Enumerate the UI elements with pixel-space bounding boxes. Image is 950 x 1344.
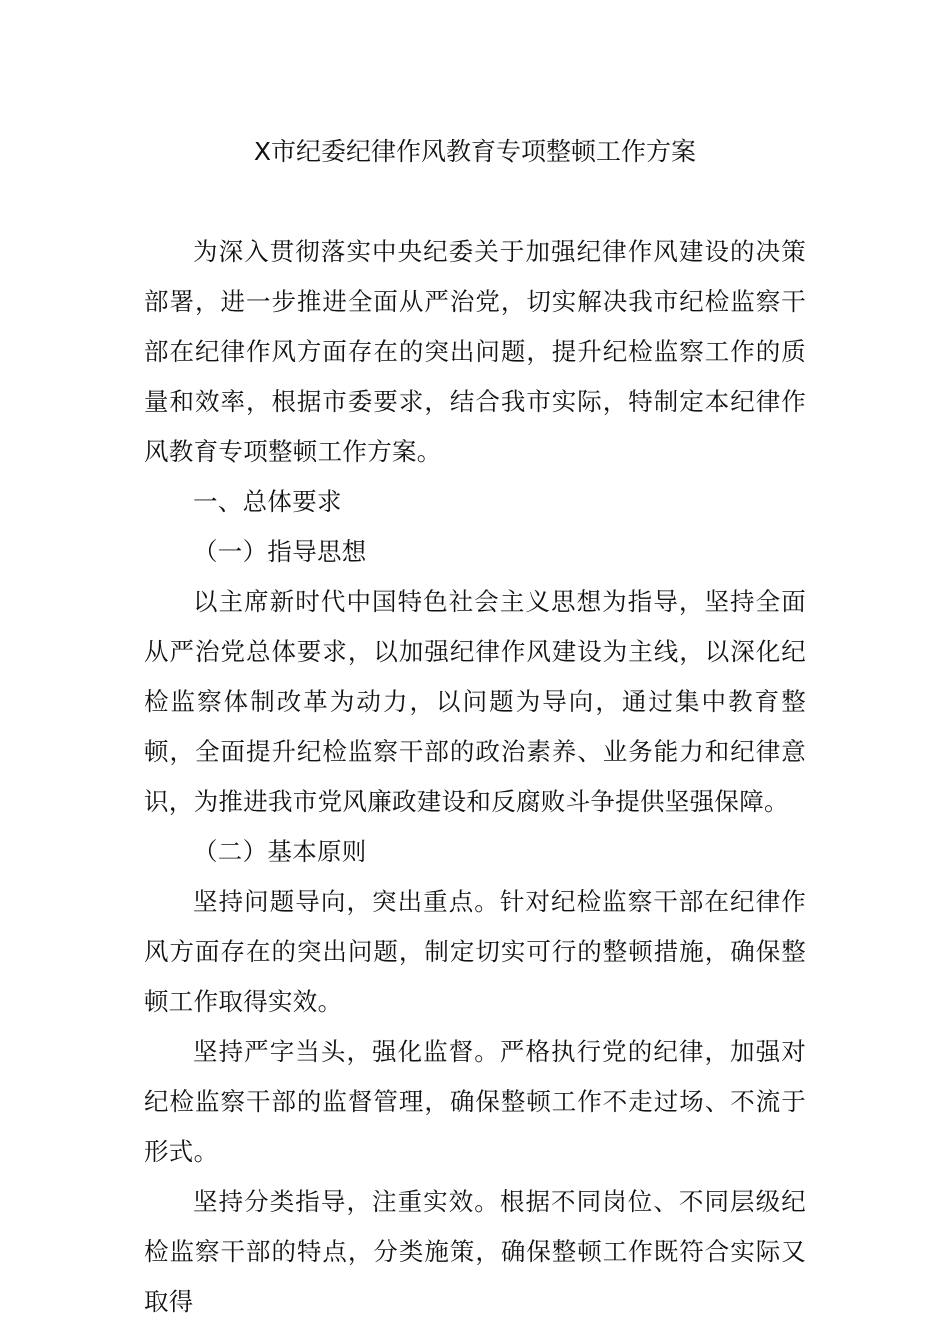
principle-paragraph-2: 坚持严字当头，强化监督。严格执行党的纪律，加强对纪检监察干部的监督管理，确保整顿工作不走过场、不流于形式。 [144, 1037, 806, 1166]
intro-paragraph: 为深入贯彻落实中央纪委关于加强纪律作风建设的决策部署，进一步推进全面从严治党，切实解决我市纪检监察干部在纪律作风方面存在的突出问题，提升纪检监察工作的质量和效率，根据市委要求，结合我市实际，特制定本纪律作风教育专项整顿工作方案。 [144, 237, 806, 466]
principle-paragraph-3: 坚持分类指导，注重实效。根据不同岗位、不同层级纪检监察干部的特点，分类施策，确保整顿工作既符合实际又取得 [144, 1187, 806, 1316]
section-heading-general-requirements: 一、总体要求 [193, 487, 342, 516]
document-body [144, 227, 806, 1327]
principle-paragraph-1: 坚持问题导向，突出重点。针对纪检监察干部在纪律作风方面存在的突出问题，制定切实可行的整顿措施，确保整顿工作取得实效。 [144, 887, 806, 1016]
subheading-guiding-ideology: （一）指导思想 [193, 537, 367, 566]
subheading-basic-principles: （二）基本原则 [193, 837, 367, 866]
guiding-ideology-paragraph: 以主席新时代中国特色社会主义思想为指导，坚持全面从严治党总体要求，以加强纪律作风建设为主线，以深化纪检监察体制改革为动力，以问题为导向，通过集中教育整顿，全面提升纪检监察干部的政治素养、业务能力和纪律意识，为推进我市党风廉政建设和反腐败斗争提供坚强保障。 [144, 587, 806, 816]
document-title: X市纪委纪律作风教育专项整顿工作方案 [253, 137, 697, 166]
